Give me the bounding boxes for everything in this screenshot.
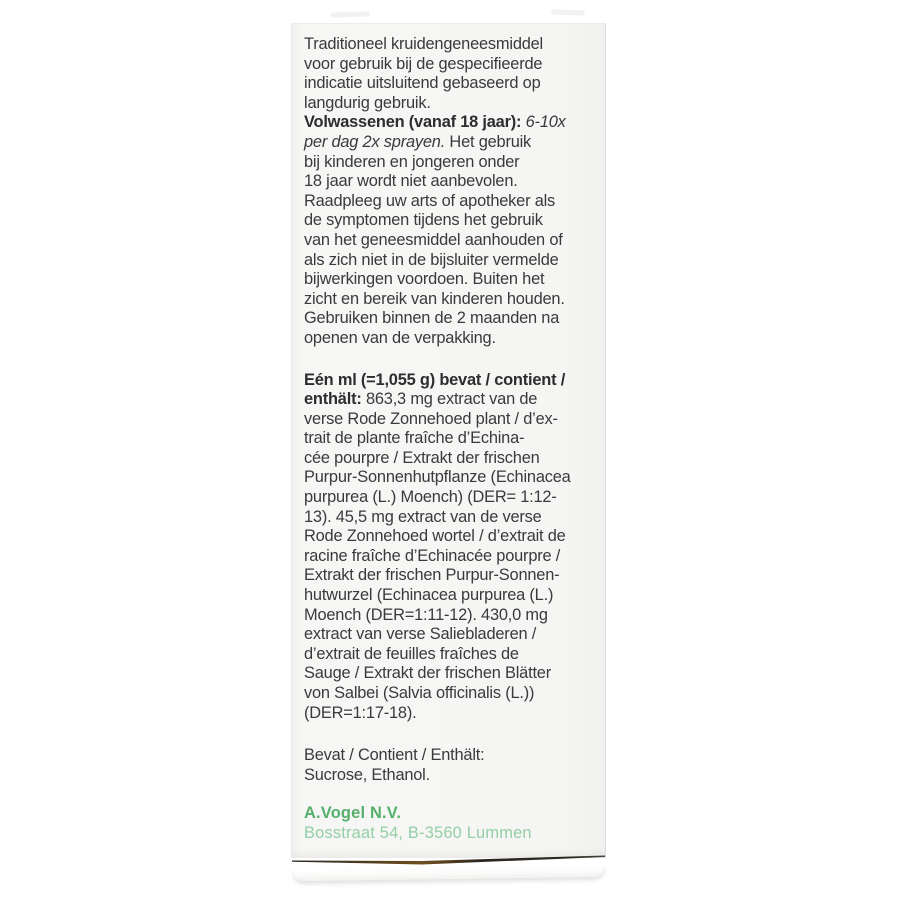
- manufacturer-address-text: [304, 785, 604, 843]
- text-line: Extrakt der frischen Purpur-Sonnen-: [304, 566, 560, 585]
- text-line: 13). 45,5 mg extract van de verse: [304, 507, 542, 526]
- text-line: Sucrose, Ethanol.: [304, 765, 430, 784]
- text-line: Sauge / Extrakt der frischen Blätter: [304, 664, 551, 683]
- text-line: zicht en bereik van kinderen houden.: [304, 289, 565, 308]
- text-line: de symptomen tijdens het gebruik: [304, 211, 543, 230]
- text-line: extract van verse Saliebladeren /: [304, 625, 537, 644]
- text-line: Volwassenen (vanaf 18 jaar): 6-10x: [304, 113, 566, 132]
- text-line: indicatie uitsluitend gebaseerd op: [304, 74, 541, 93]
- text-line: Rode Zonnehoed wortel / d’extrait de: [304, 527, 566, 546]
- text-line: hutwurzel (Echinacea purpurea (L.): [304, 586, 554, 605]
- text-line: openen van de verpakking.: [304, 328, 496, 347]
- text-line: van het geneesmiddel aanhouden of: [304, 230, 563, 249]
- text-line: Bosstraat 54, B-3560 Lummen: [304, 823, 532, 842]
- text-line: Raadpleeg uw arts of apotheker als: [304, 191, 556, 210]
- text-line: voor gebruik bij de gespecifieerde: [304, 54, 543, 73]
- text-line: per dag 2x sprayen. Het gebruik: [304, 132, 532, 151]
- text-line: verse Rode Zonnehoed plant / d’ex-: [304, 409, 558, 428]
- text-line: Eén ml (=1,055 g) bevat / contient /: [304, 370, 566, 389]
- label-text-column: [304, 24, 604, 844]
- text-line: Bevat / Contient / Enthält:: [304, 746, 485, 765]
- text-line: langdurig gebruik.: [304, 93, 431, 112]
- text-line: racine fraîche d’Echinacée pourpre /: [304, 546, 561, 565]
- usage-directions-text: [304, 24, 604, 349]
- text-line: Purpur-Sonnenhutpflanze (Echinacea: [304, 468, 571, 487]
- text-line: enthält: 863,3 mg extract van de: [304, 390, 538, 409]
- text-line: cée pourpre / Extrakt der frischen: [304, 448, 540, 467]
- text-line: als zich niet in de bijsluiter vermelde: [304, 250, 559, 269]
- text-line: bijwerkingen voordoen. Buiten het: [304, 270, 545, 289]
- text-line: A.Vogel N.V.: [304, 804, 402, 823]
- text-line: Moench (DER=1:11-12). 430,0 mg: [304, 605, 548, 624]
- text-line: d’extrait de feuilles fraîches de: [304, 644, 519, 663]
- text-line: Gebruiken binnen de 2 maanden na: [304, 309, 560, 328]
- medicine-box-back-panel: [291, 23, 606, 858]
- text-line: bij kinderen en jongeren onder: [304, 152, 520, 171]
- excipients-text: [304, 723, 604, 785]
- text-line: trait de plante fraîche d’Echina-: [304, 429, 525, 448]
- text-line: Traditioneel kruidengeneesmiddel: [304, 35, 544, 53]
- text-line: 18 jaar wordt niet aanbevolen.: [304, 172, 518, 191]
- text-line: purpurea (L.) Moench) (DER= 1:12-: [304, 488, 557, 507]
- text-line: von Salbei (Salvia officinalis (L.)): [304, 684, 535, 702]
- box-top-crease-mark: [330, 11, 370, 17]
- text-line: (DER=1:17-18).: [304, 703, 417, 722]
- box-top-crease-mark: [551, 9, 585, 15]
- composition-text: [304, 349, 604, 724]
